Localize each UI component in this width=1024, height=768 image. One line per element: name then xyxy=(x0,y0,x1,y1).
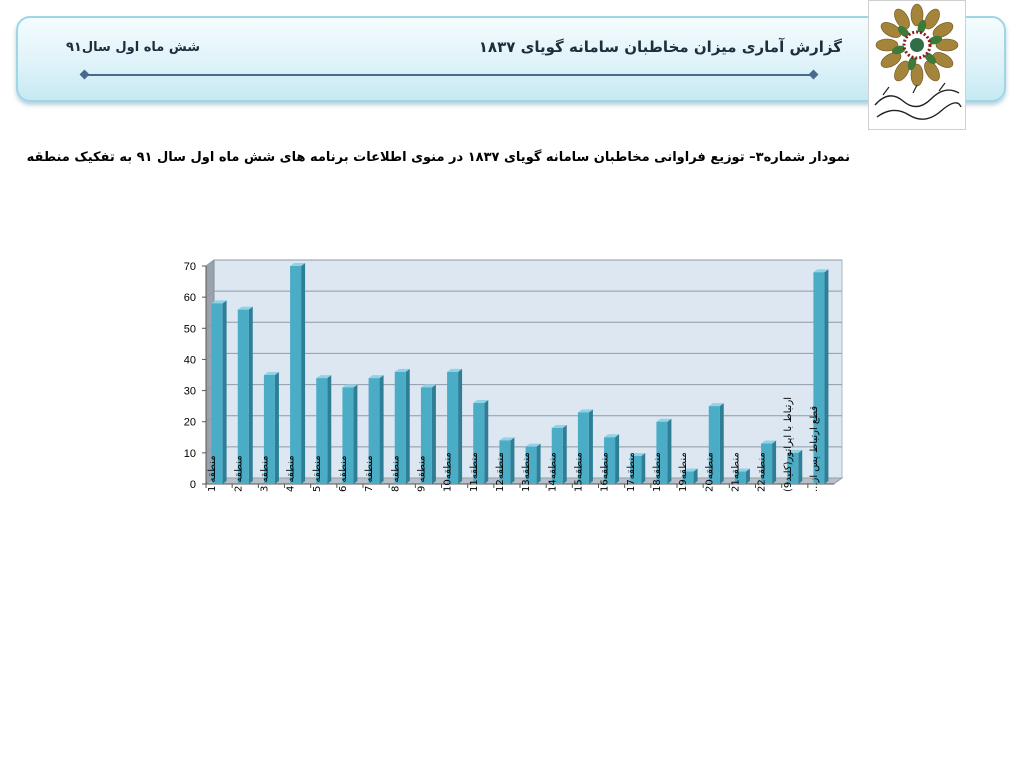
bar-side xyxy=(667,419,671,484)
x-category-label: منطقه 3 xyxy=(259,455,271,492)
x-category-label: منطقه12 xyxy=(494,452,506,492)
x-category-label: منطقه 2 xyxy=(233,455,245,492)
x-category-label: منطقه11 xyxy=(468,452,480,492)
bar-side xyxy=(798,450,802,484)
bar-side xyxy=(720,403,724,484)
x-category-label: منطقه15 xyxy=(573,452,585,492)
bar-side xyxy=(772,441,776,484)
bar-side xyxy=(406,369,410,484)
bar-side xyxy=(824,269,828,484)
y-tick-label: 20 xyxy=(183,416,196,429)
x-category-label: قطع ارتباط پس از... xyxy=(808,405,820,492)
bar-side xyxy=(249,307,253,484)
y-tick-label: 70 xyxy=(183,261,196,273)
bar-side xyxy=(223,300,227,484)
bar-side xyxy=(380,375,384,484)
bar-side xyxy=(275,372,279,484)
bar-side xyxy=(563,425,567,484)
y-tick-label: 40 xyxy=(183,354,196,367)
header-period: شش ماه اول سال۹۱ xyxy=(66,40,200,55)
bar-side xyxy=(301,263,305,484)
bar-side xyxy=(589,409,593,484)
bar-side xyxy=(537,444,541,484)
y-tick-label: 60 xyxy=(183,292,196,305)
x-category-label: منطقه17 xyxy=(625,452,637,492)
bar-side xyxy=(641,453,645,484)
bar-side xyxy=(484,400,488,484)
x-category-label: منطقه21 xyxy=(730,452,742,492)
chart-heading: نمودار شماره۳– توزیع فراوانی مخاطبان سامانه گویای ۱۸۳۷ در منوی اطلاعات برنامه های شش ماه اول سال ۹۱ به تفکیک منطقه xyxy=(26,150,850,165)
x-category-label: منطقه14 xyxy=(547,452,559,492)
x-category-label: منطقه10 xyxy=(442,452,454,492)
x-category-label: منطقه 9 xyxy=(416,455,428,492)
x-category-label: منطقه19 xyxy=(678,452,690,492)
bar-side xyxy=(432,384,436,484)
x-category-label: منطقه18 xyxy=(651,452,663,492)
x-category-label: منطقه22 xyxy=(756,452,768,492)
bar-side xyxy=(510,437,514,484)
bar-side xyxy=(458,369,462,484)
x-category-label: منطقه 7 xyxy=(364,455,376,492)
header-title: گزارش آماری میزان مخاطبان سامانه گویای ۱۸۳۷ xyxy=(478,38,842,56)
x-category-label: ارتباط با اپراتور(کلید9) xyxy=(782,396,794,492)
x-category-label: منطقه 8 xyxy=(390,455,402,492)
x-category-label: منطقه13 xyxy=(521,452,533,492)
y-tick-label: 0 xyxy=(189,479,196,491)
x-category-label: منطقه 1 xyxy=(207,455,219,492)
x-category-label: منطقه 6 xyxy=(337,455,349,492)
y-tick-label: 30 xyxy=(183,385,196,398)
bar-side xyxy=(327,375,331,484)
y-tick-label: 50 xyxy=(183,323,196,336)
bar xyxy=(290,266,301,484)
y-tick-label: 10 xyxy=(183,447,196,460)
x-category-label: منطقه16 xyxy=(599,452,611,492)
bar-side xyxy=(615,434,619,484)
x-category-label: منطقه20 xyxy=(704,452,716,492)
x-category-label: منطقه 4 xyxy=(285,455,297,492)
x-category-label: منطقه 5 xyxy=(311,455,323,492)
bar-side xyxy=(353,384,357,484)
